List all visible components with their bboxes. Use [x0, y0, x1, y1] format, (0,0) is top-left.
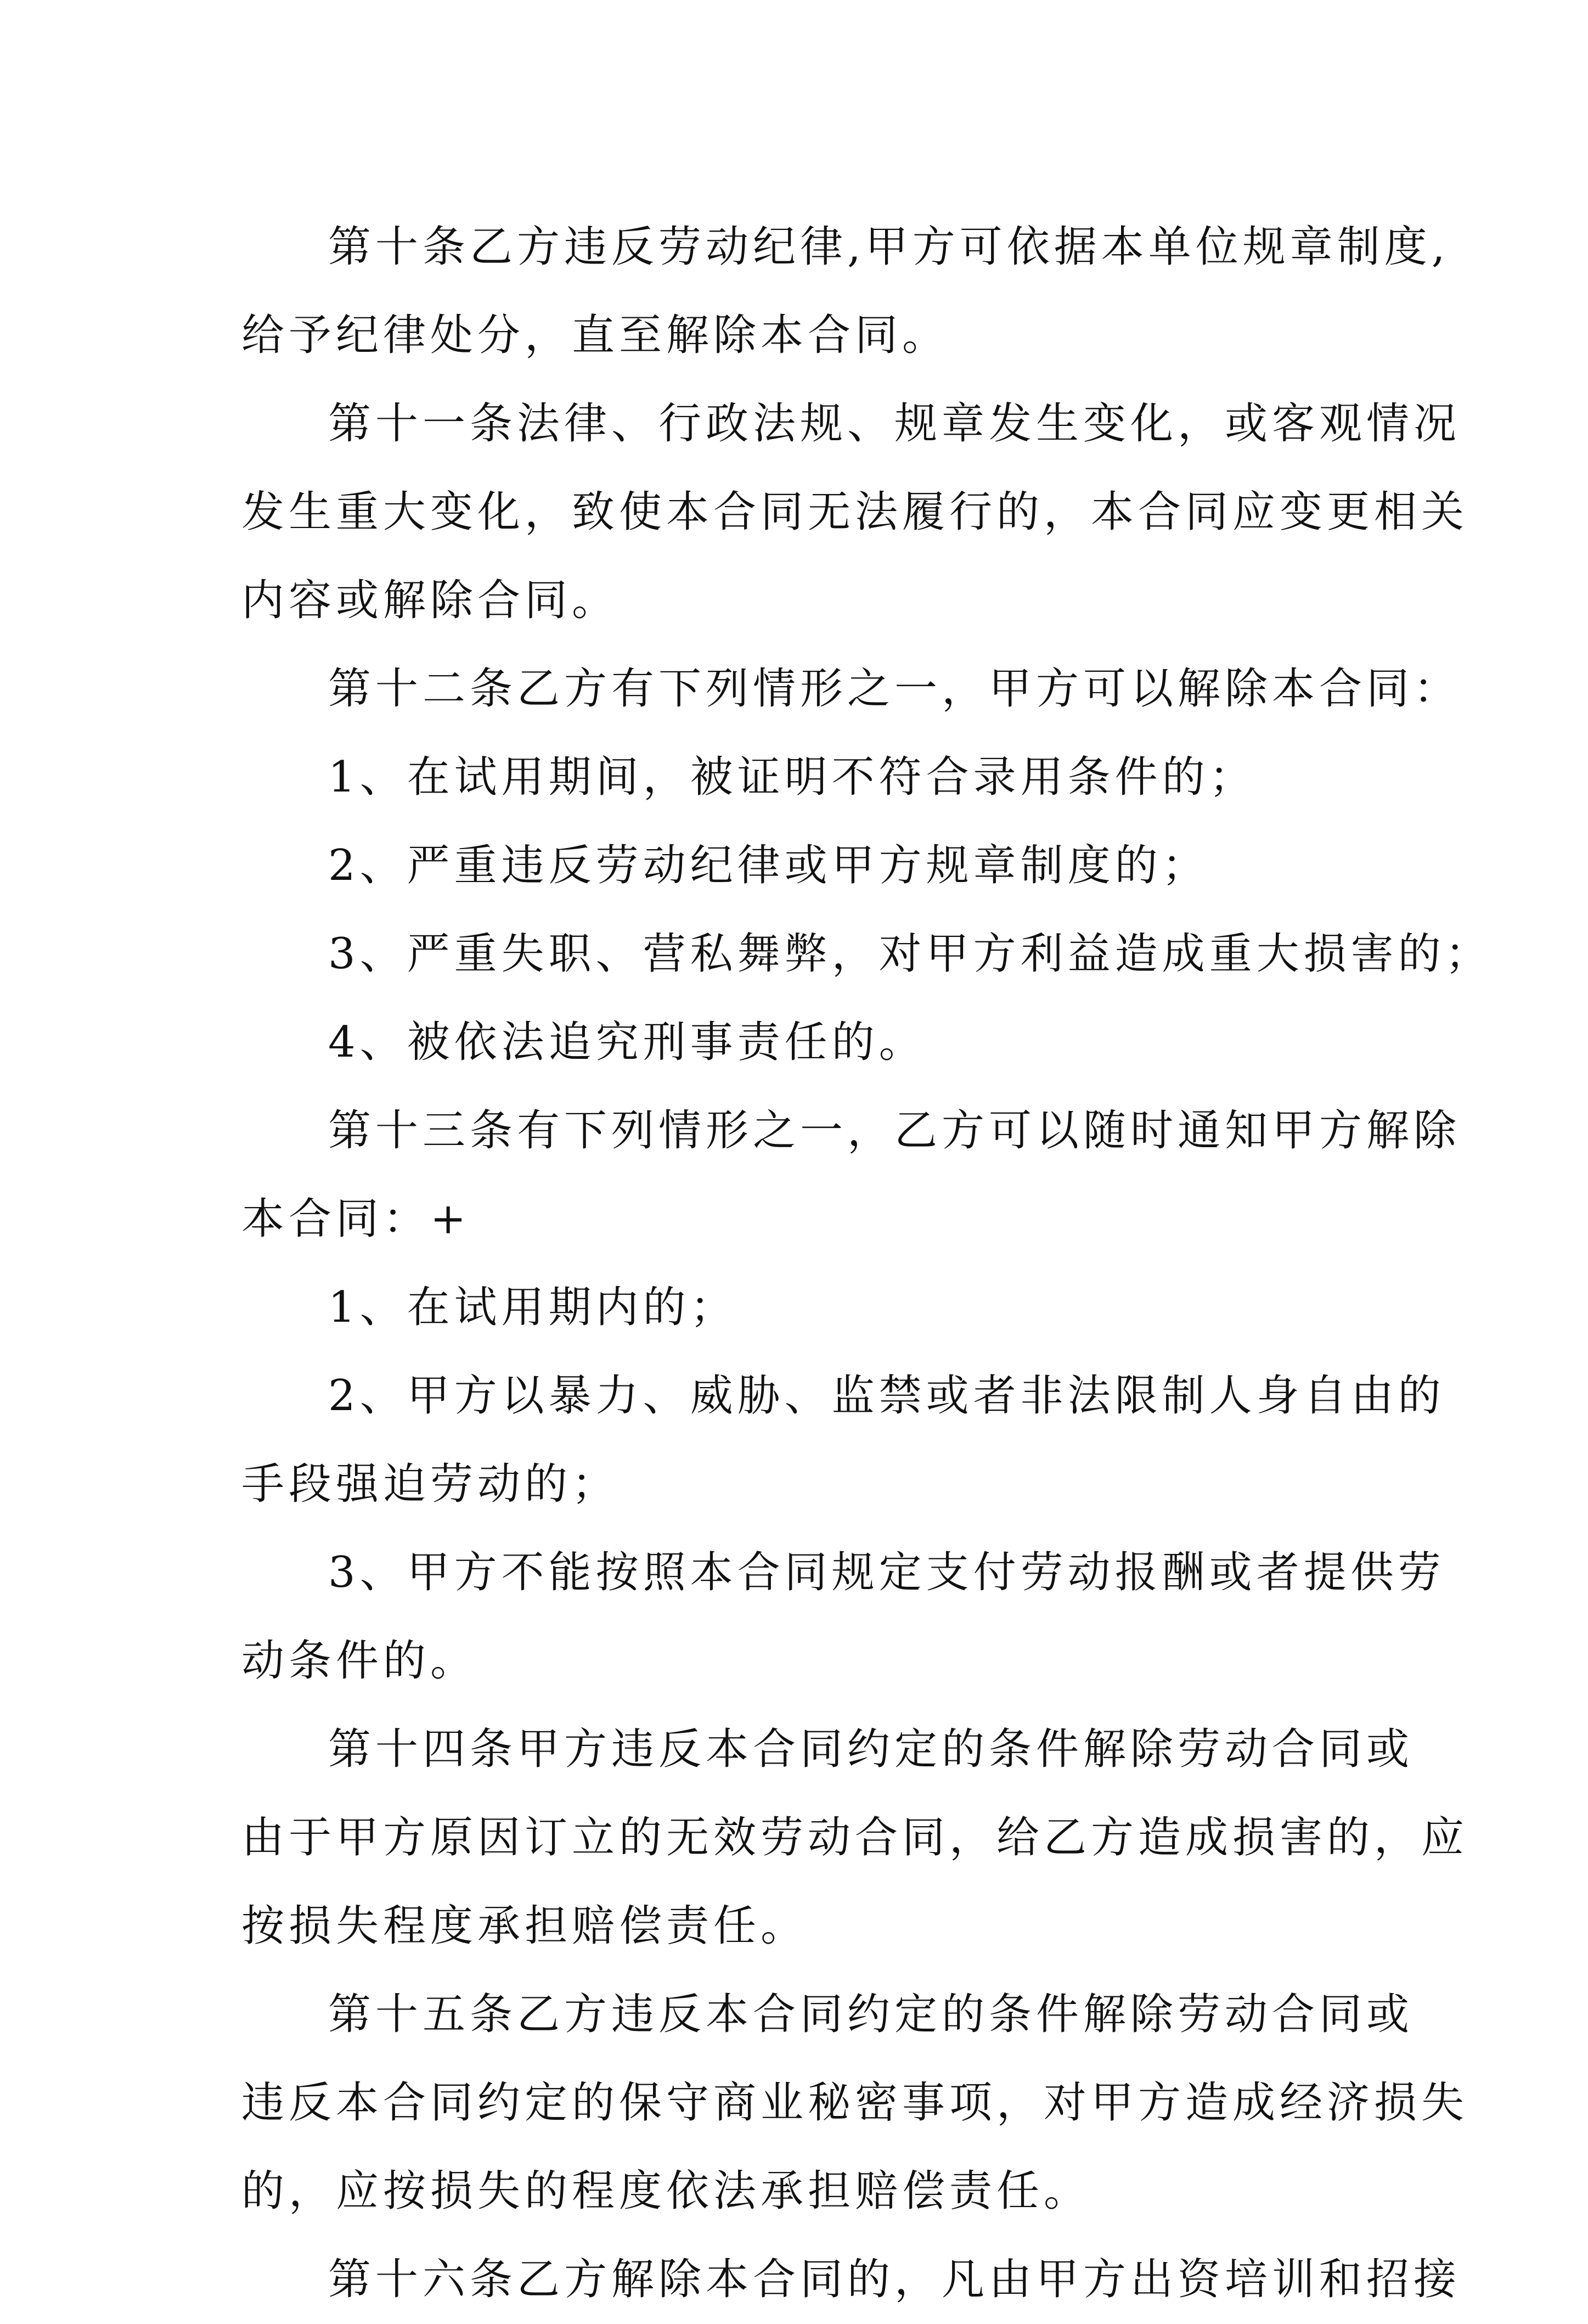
- text-line: 3、甲方不能按照本合同规定支付劳动报酬或者提供劳: [328, 1548, 1445, 1597]
- text-line: 手段强迫劳动的；: [241, 1459, 620, 1509]
- text-line: 内容或解除合同。: [241, 576, 620, 625]
- text-line: 第十三条有下列情形之一，乙方可以随时通知甲方解除: [328, 1106, 1461, 1155]
- text-line: 本合同：+: [241, 1194, 471, 1244]
- text-line: 按损失程度承担赔偿责任。: [241, 1901, 808, 1951]
- document-body: [241, 203, 1493, 2324]
- text-line: 的，应按损失的程度依法承担赔偿责任。: [241, 2166, 1091, 2216]
- text-line: 2、严重违反劳动纪律或甲方规章制度的；: [328, 841, 1209, 890]
- text-line: 4、被依法追究刑事责任的。: [328, 1018, 926, 1067]
- text-line: 3、严重失职、营私舞弊，对甲方利益造成重大损害的；: [328, 929, 1493, 979]
- text-line: 1、在试用期间，被证明不符合录用条件的；: [328, 753, 1257, 802]
- text-line: 第十五条乙方违反本合同约定的条件解除劳动合同或: [328, 1990, 1414, 2039]
- text-line: 违反本合同约定的保守商业秘密事项，对甲方造成经济损失: [241, 2078, 1469, 2127]
- text-line: 给予纪律处分，直至解除本合同。: [241, 311, 950, 360]
- text-line: 第十六条乙方解除本合同的，凡由甲方出资培训和招接: [328, 2255, 1461, 2304]
- text-line: 1、在试用期内的；: [328, 1283, 737, 1332]
- text-line: 发生重大变化，致使本合同无法履行的，本合同应变更相关: [241, 487, 1469, 537]
- text-line: 由于甲方原因订立的无效劳动合同，给乙方造成损害的，应: [241, 1813, 1469, 1862]
- text-line: 2、甲方以暴力、威胁、监禁或者非法限制人身自由的: [328, 1371, 1445, 1421]
- text-line: 第十四条甲方违反本合同约定的条件解除劳动合同或: [328, 1725, 1414, 1774]
- text-line: 第十条乙方违反劳动纪律,甲方可依据本单位规章制度,: [328, 222, 1450, 272]
- text-line: 第十一条法律、行政法规、规章发生变化，或客观情况: [328, 399, 1461, 448]
- text-line: 动条件的。: [241, 1636, 478, 1686]
- text-line: 第十二条乙方有下列情形之一，甲方可以解除本合同：: [328, 664, 1461, 714]
